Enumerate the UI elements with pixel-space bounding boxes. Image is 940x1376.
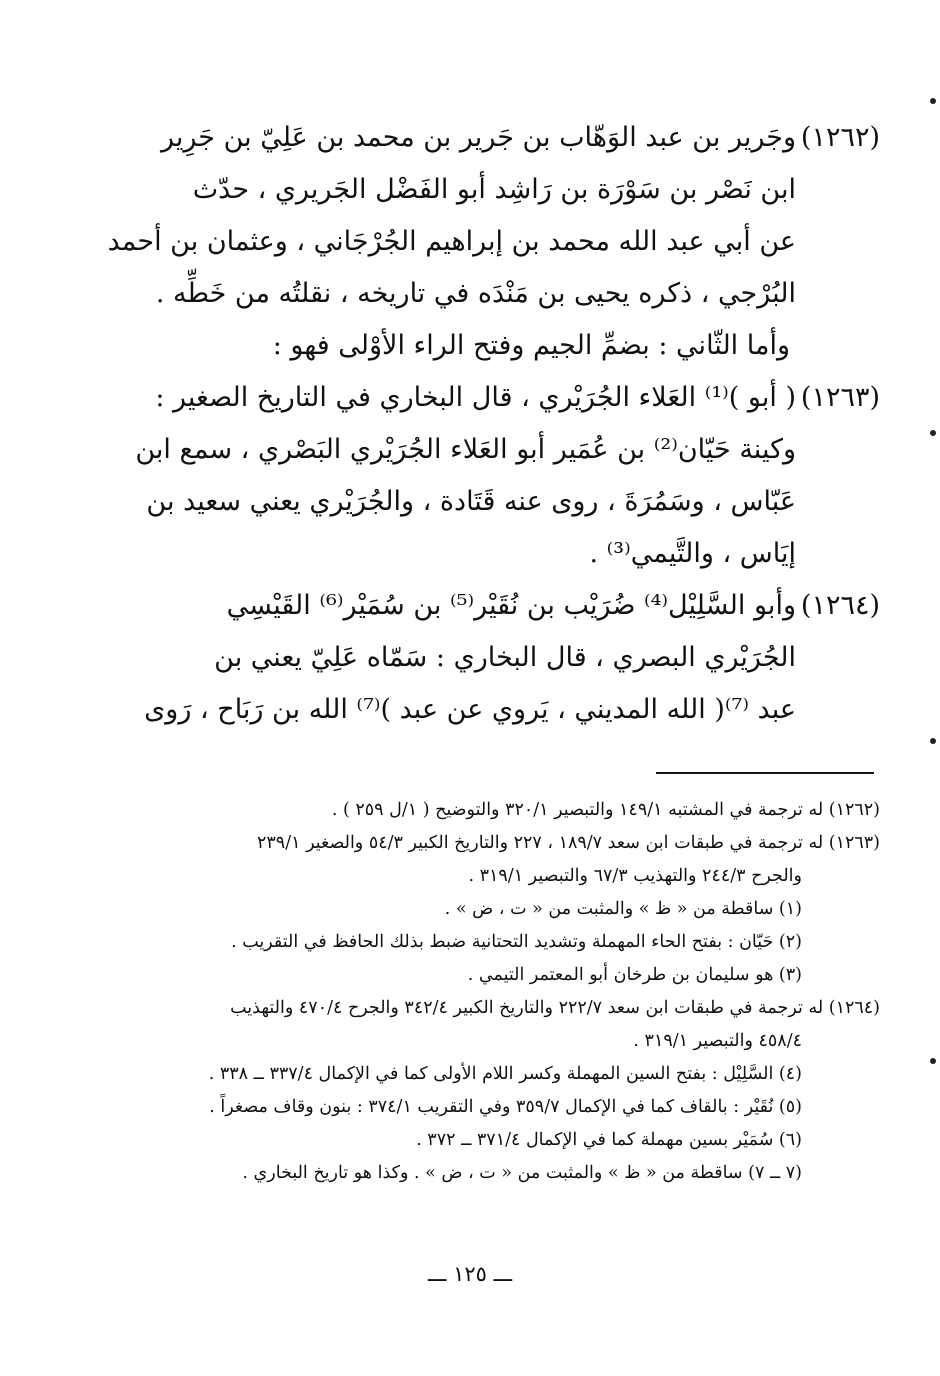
entry-1263 [135, 372, 880, 580]
footnote-1262: (١٢٦٢) له ترجمة في المشتبه ١٤٩/١ والتبصير ٣٢٠/١ والتوضيح ( ١/ل ٢٥٩ ) . [331, 800, 880, 820]
scan-dot [930, 1058, 936, 1064]
entry-body [108, 112, 796, 320]
footnote-7: (٧ ــ ٧) ساقطة من « ظ » والمثبت من « ت ، ض » . وكذا هو تاريخ البخاري . [242, 1163, 802, 1183]
entry-body [144, 580, 796, 736]
footnote-divider [656, 772, 874, 774]
text-line: عبد ⁽⁷⁾( الله المديني ، يَروي عن عبد )⁽⁷⁾ الله بن رَبَاح ، رَوى [144, 694, 796, 725]
text-line: وكينة حَيّان⁽²⁾ بن عُمَير أبو العَلاء الجُرَيْري البَصْري ، سمع ابن [135, 434, 796, 465]
text-line: الجُرَيْري البصري ، قال البخاري : سَمّاه عَلِيّ يعني بن [214, 642, 796, 673]
text-line: إيَاس ، والتَّيمي⁽³⁾ . [589, 538, 796, 569]
scan-dot [930, 430, 936, 436]
entry-number: (١٢٦٤) [800, 590, 880, 621]
text-line: وأبو السَّلِيْل⁽⁴⁾ ضُرَيْب بن نُقَيْر⁽⁵⁾ بن سُمَيْر⁽⁶⁾ القَيْسِي [226, 590, 796, 621]
main-text [107, 112, 880, 736]
entry-number: (١٢٦٣) [800, 382, 880, 413]
footnote-5: (٥) نُقَيْر : بالقاف كما في الإكمال ٣٥٩/٧ وفي التقريب ٣٧٤/١ : بنون وقاف مصغراً . [209, 1097, 802, 1117]
scan-dot [930, 738, 936, 744]
footnote-1263: (١٢٦٣) له ترجمة في طبقات ابن سعد ١٨٩/٧ ، ٢٢٧ والتاريخ الكبير ٥٤/٣ والصغير ٢٣٩/١ [257, 833, 880, 853]
text-line: البُرْجي ، ذكره يحيى بن مَنْدَه في تاريخه ، نقلتُه من خَطِّه . [155, 278, 796, 309]
text-line: عن أبي عبد الله محمد بن إبراهيم الجُرْجَاني ، وعثمان بن أحمد [107, 226, 796, 257]
entry-number: (١٢٦٢) [800, 122, 880, 153]
entry-1262 [107, 112, 880, 320]
footnote-4: (٤) السَّلِيْل : بفتح السين المهملة وكسر اللام الأولى كما في الإكمال ٣٣٧/٤ ــ ٣٣٨ . [208, 1064, 802, 1084]
scan-dot [930, 98, 936, 104]
text-line: ابن نَصْر بن سَوْرَة بن رَاشِد أبو الفَضْل الجَريري ، حدّث [192, 174, 796, 205]
text-line: عَبّاس ، وسَمُرَةَ ، روى عنه قَتَادة ، والجُرَيْري يعني سعيد بن [146, 486, 796, 517]
footnote-1: (١) ساقطة من « ظ » والمثبت من « ت ، ض » . [444, 899, 802, 919]
footnote-2: (٢) حَيّان : بفتح الحاء المهملة وتشديد التحتانية ضبط بذلك الحافظ في التقريب . [231, 932, 802, 952]
text-line: ( أبو )⁽¹⁾ العَلاء الجُرَيْري ، قال البخاري في التاريخ الصغير : [155, 382, 796, 413]
page-number: ـــ ١٢٥ ـــ [427, 1262, 513, 1286]
footnote-6: (٦) سُمَيْر بسين مهملة كما في الإكمال ٣٧١/٤ ــ ٣٧٢ . [416, 1130, 802, 1150]
footnote-1264-cont: ٤٥٨/٤ والتبصير ٣١٩/١ . [633, 1031, 802, 1051]
footnote-3: (٣) هو سليمان بن طرخان أبو المعتمر التيمي . [467, 965, 802, 985]
entry-body [135, 372, 796, 580]
section-subheading: وأما الثّاني : بضمِّ الجيم وفتح الراء الأوْلى فهو : [272, 330, 790, 361]
footnote-1264: (١٢٦٤) له ترجمة في طبقات ابن سعد ٢٢٢/٧ والتاريخ الكبير ٣٤٢/٤ والجرح ٤٧٠/٤ والتهذيب [230, 998, 880, 1018]
footnotes [128, 794, 880, 1190]
text-line: وجَرير بن عبد الوَهّاب بن جَرير بن محمد بن عَلِيّ بن جَرِير [160, 122, 796, 153]
footnote-1263-cont: والجرح ٢٤٤/٣ والتهذيب ٦٧/٣ والتبصير ٣١٩/١ . [468, 866, 802, 886]
entry-1264 [144, 580, 880, 736]
